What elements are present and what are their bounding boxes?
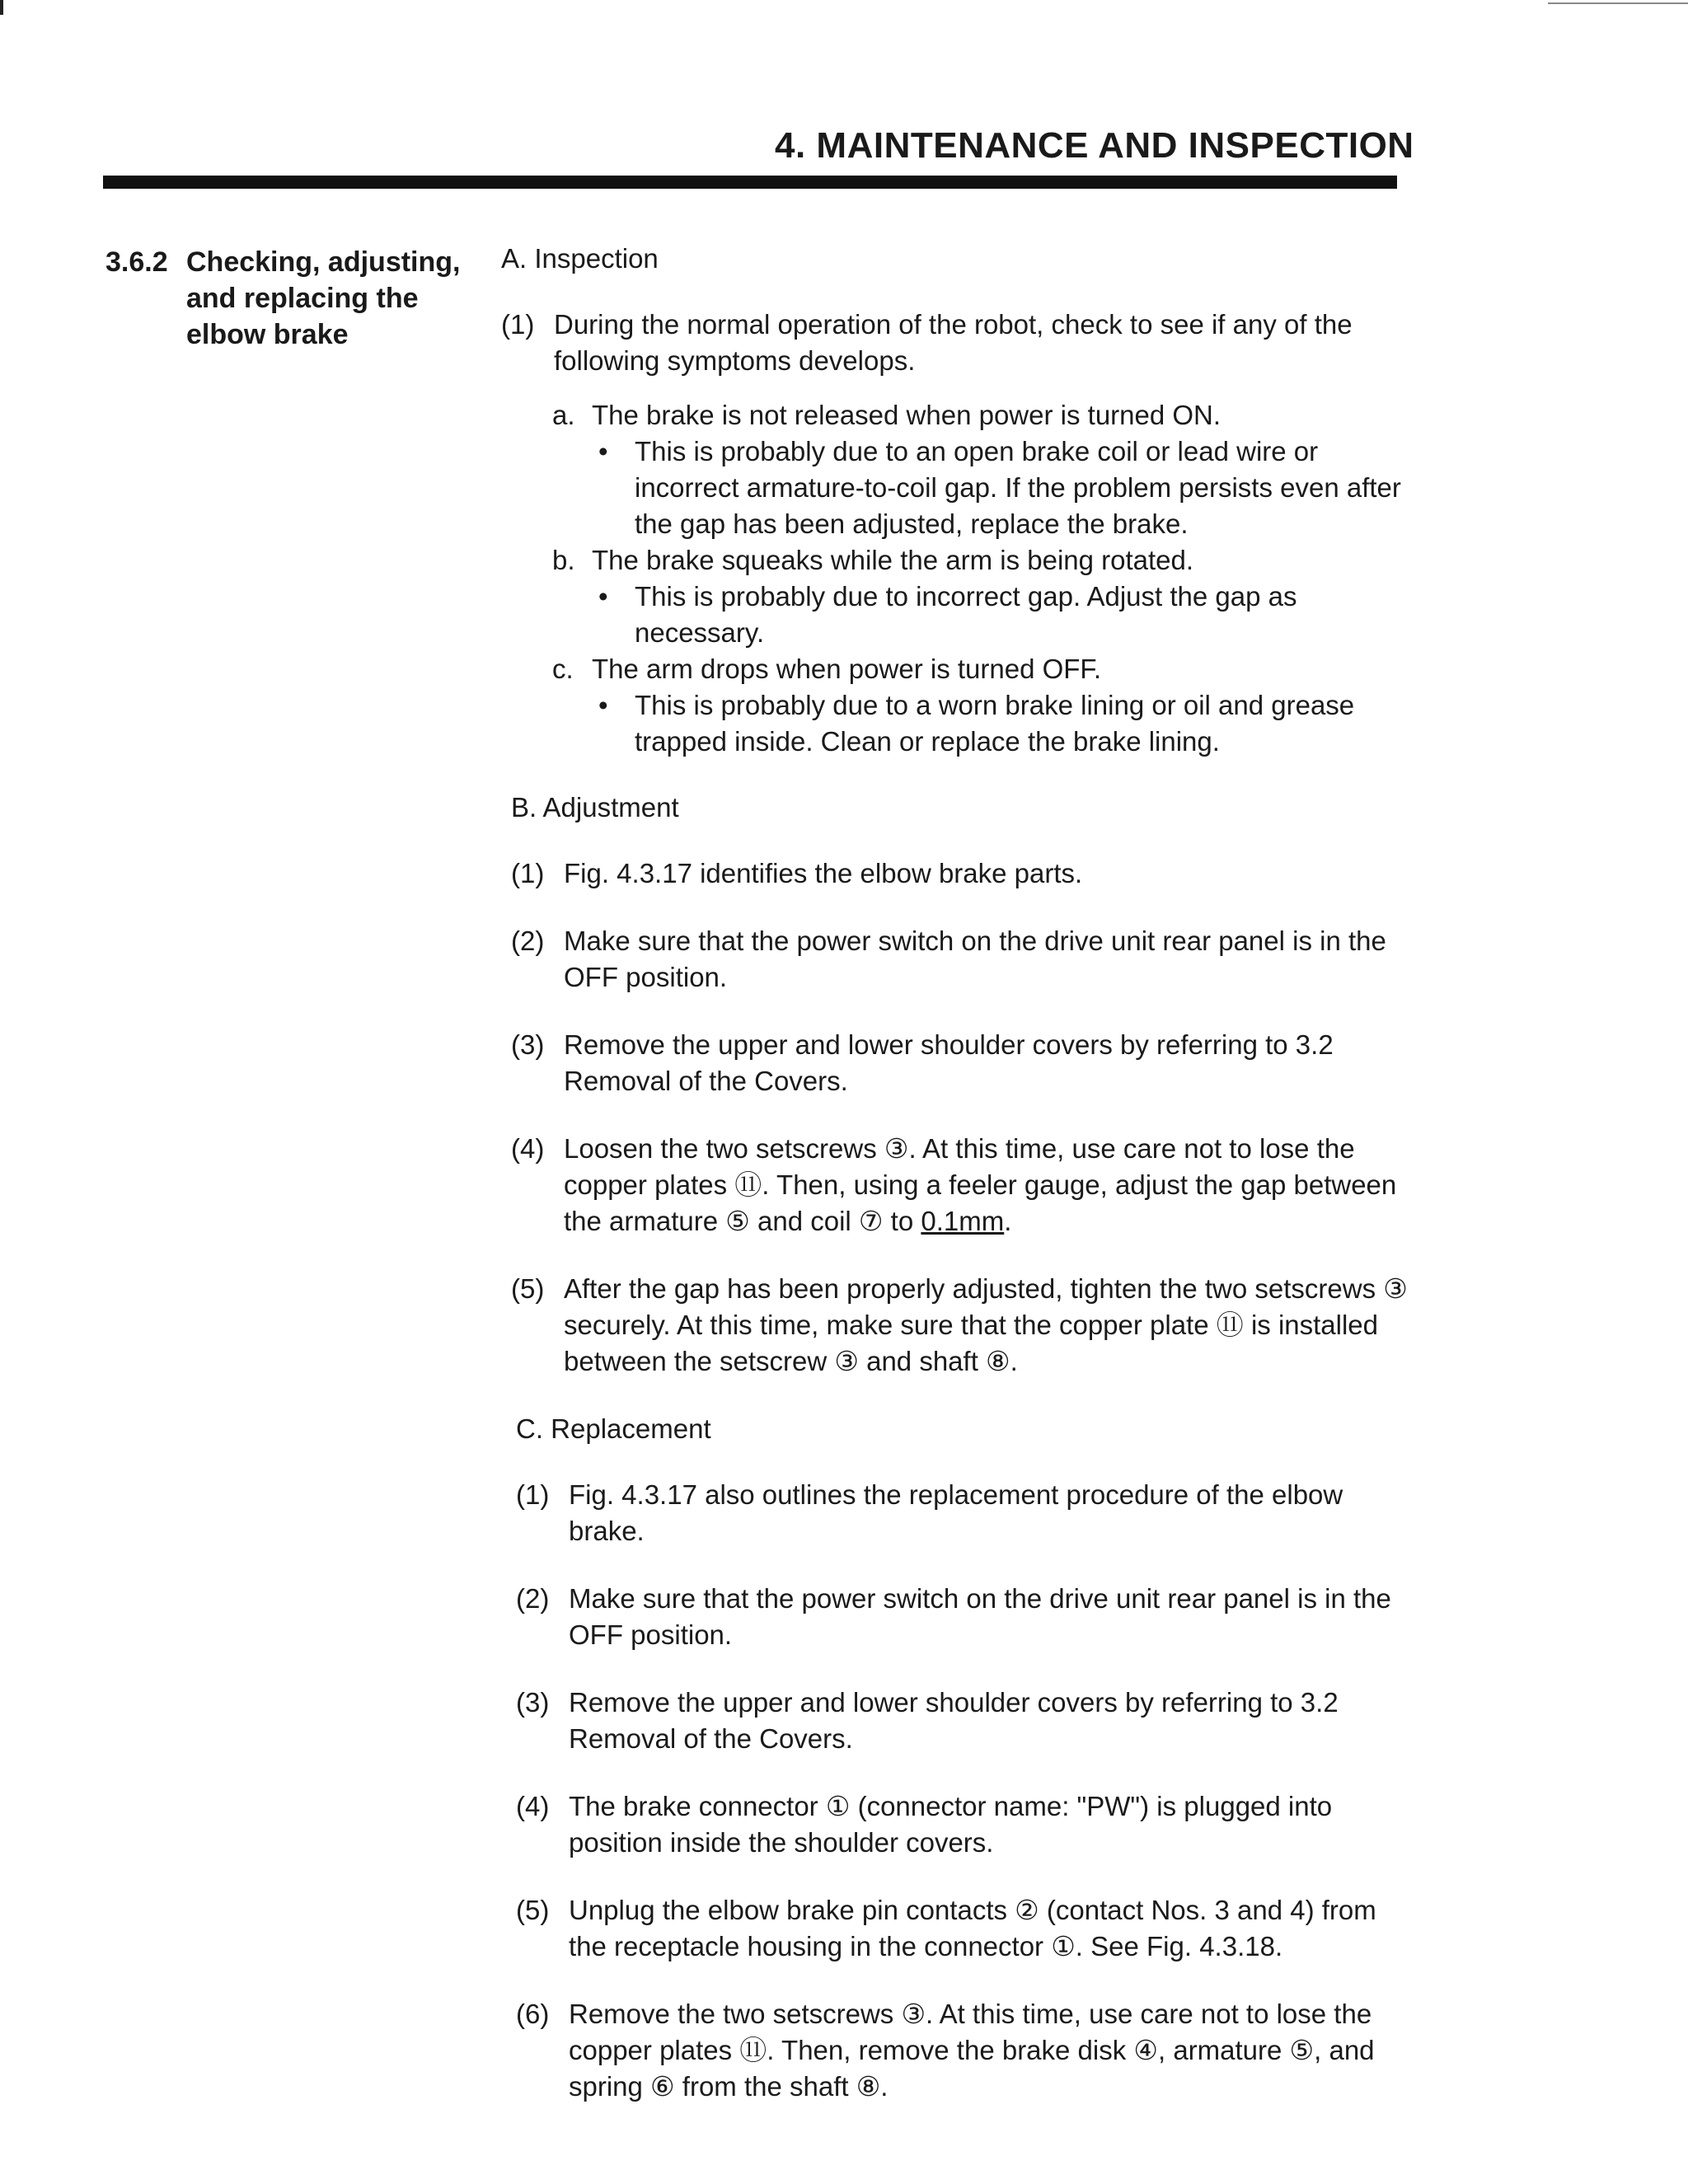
replacement-step (516, 1477, 1408, 1549)
step-text: Make sure that the power switch on the drive unit rear panel is in the OFF position. (564, 926, 1386, 992)
symptom-item (552, 542, 1408, 579)
adjustment-step (511, 1271, 1408, 1380)
symptom-text: The arm drops when power is turned OFF. (592, 654, 1102, 684)
step-text: After the gap has been properly adjusted, tighten the two setscrews ③ securely. At this time, make sure that the copper plate ⑪ is installed between the setscrew ③ and shaft ⑧. (564, 1273, 1408, 1376)
bullet-text: This is probably due to an open brake coil or lead wire or incorrect armature-to-coil gap. If the problem persists even after the gap has been adjusted, replace the brake. (635, 436, 1401, 539)
step-number: (4) (511, 1133, 545, 1164)
inspection-step (501, 307, 1408, 379)
step-number: (6) (516, 1999, 550, 2029)
step-number: (2) (511, 926, 545, 956)
bullet-dot: • (598, 690, 608, 720)
adjustment-step (511, 1131, 1408, 1240)
step-number: (5) (516, 1895, 550, 1925)
step-text: Fig. 4.3.17 identifies the elbow brake parts. (564, 858, 1083, 888)
step-number: (1) (516, 1479, 550, 1510)
symptom-letter: b. (552, 545, 575, 575)
step-text-end: . (1004, 1206, 1012, 1236)
step-text: During the normal operation of the robot, check to see if any of the following symptoms develops. (554, 309, 1353, 376)
symptom-letter: c. (552, 654, 574, 684)
bullet-text: This is probably due to a worn brake lining or oil and grease trapped inside. Clean or replace the brake lining. (635, 690, 1355, 757)
adjustment-section (511, 790, 1408, 1380)
body-column (501, 241, 1408, 2136)
step-text: The brake connector ① (connector name: "PW") is plugged into position inside the shoulder covers. (569, 1791, 1333, 1858)
adjustment-step (511, 855, 1408, 892)
step-text: Remove the two setscrews ③. At this time, use care not to lose the copper plates ⑪. Then, remove the brake disk ④, armature ⑤, and spring ⑥ from the shaft ⑧. (569, 1999, 1375, 2102)
adjustment-step (511, 923, 1408, 996)
step-number: (5) (511, 1273, 545, 1304)
bullet-text: This is probably due to incorrect gap. Adjust the gap as necessary. (635, 581, 1297, 648)
replacement-step (516, 1892, 1408, 1965)
symptom-letter: a. (552, 400, 575, 430)
scan-edge-line (1548, 2, 1688, 4)
replacement-step (516, 1685, 1408, 1757)
step-text: Make sure that the power switch on the drive unit rear panel is in the OFF position. (569, 1583, 1391, 1650)
inspection-title: A. Inspection (501, 243, 659, 274)
inspection-section (501, 241, 1408, 790)
replacement-step (516, 1581, 1408, 1653)
symptom-item (552, 397, 1408, 434)
replacement-step (516, 1788, 1408, 1861)
step-number: (2) (516, 1583, 550, 1614)
header-rule (103, 176, 1397, 189)
symptom-item (552, 651, 1408, 687)
replacement-title: C. Replacement (516, 1413, 711, 1444)
gap-value: 0.1mm (921, 1206, 1005, 1236)
adjustment-title: B. Adjustment (511, 792, 679, 823)
replacement-section (516, 1411, 1408, 2105)
step-text: Remove the upper and lower shoulder covers by referring to 3.2 Removal of the Covers. (569, 1687, 1339, 1754)
step-number: (1) (511, 858, 545, 888)
section-number: 3.6.2 (106, 246, 168, 278)
bullet-dot: • (598, 436, 608, 466)
page-header-title: 4. MAINTENANCE AND INSPECTION (775, 125, 1414, 166)
symptom-bullet (598, 434, 1408, 542)
symptom-bullet (598, 687, 1408, 760)
step-number: (1) (501, 309, 535, 340)
adjustment-step (511, 1027, 1408, 1099)
step-text: Unplug the elbow brake pin contacts ② (contact Nos. 3 and 4) from the receptacle housing in the connector ①. See Fig. 4.3.18. (569, 1895, 1376, 1961)
section-title: Checking, adjusting, and replacing the elbow brake (186, 246, 461, 350)
step-number: (3) (516, 1687, 550, 1718)
step-number: (4) (516, 1791, 550, 1821)
scan-corner-mark (0, 0, 3, 15)
symptom-text: The brake is not released when power is turned ON. (592, 400, 1221, 430)
step-number: (3) (511, 1029, 545, 1060)
bullet-dot: • (598, 581, 608, 612)
symptom-bullet (598, 579, 1408, 651)
step-text: Fig. 4.3.17 also outlines the replacement procedure of the elbow brake. (569, 1479, 1343, 1546)
step-text: Loosen the two setscrews ③. At this time, use care not to lose the copper plates ⑪. Then, using a feeler gauge, adjust the gap between the armature ⑤ and coil ⑦ to (564, 1133, 1397, 1236)
symptom-text: The brake squeaks while the arm is being rotated. (592, 545, 1194, 575)
step-text: Remove the upper and lower shoulder covers by referring to 3.2 Removal of the Covers. (564, 1029, 1334, 1096)
replacement-step (516, 1996, 1408, 2105)
